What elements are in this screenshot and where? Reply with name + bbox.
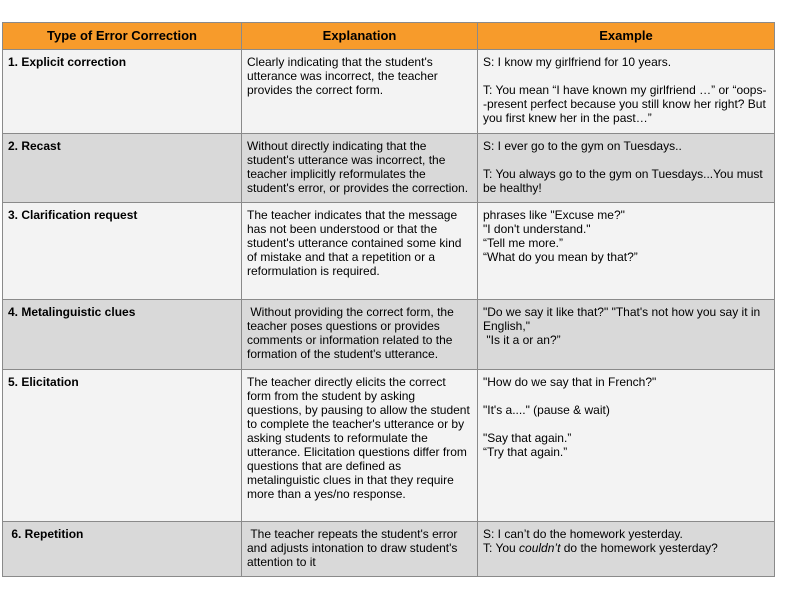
explanation-cell: Without directly indicating that the student's utterance was incorrect, the teacher implicitly reformulates the student's error, or provides the correction.	[242, 134, 478, 203]
example-line: T: You mean “I have known my girlfriend …” or “oops--present perfect because you still know her right? But you first knew her in the past…”	[483, 83, 767, 125]
example-line: S: I know my girlfriend for 10 years.	[483, 55, 672, 69]
table-row	[3, 134, 775, 203]
example-cell	[478, 50, 775, 134]
example-line: “Tell me more.”	[483, 236, 564, 250]
example-cell	[478, 370, 775, 522]
explanation-cell: The teacher repeats the student's error and adjusts intonation to draw student's attention to it	[242, 522, 478, 577]
type-cell: 1. Explicit correction	[3, 50, 242, 134]
type-cell: 6. Repetition	[3, 522, 242, 577]
example-line: "Say that again.”	[483, 431, 572, 445]
header-type: Type of Error Correction	[3, 23, 242, 50]
error-correction-table	[2, 22, 775, 577]
table-row	[3, 300, 775, 370]
example-cell	[478, 522, 775, 577]
header-explanation: Explanation	[242, 23, 478, 50]
type-cell: 3. Clarification request	[3, 203, 242, 300]
example-cell	[478, 203, 775, 300]
type-cell: 2. Recast	[3, 134, 242, 203]
explanation-cell: The teacher indicates that the message has not been understood or that the student's utterance contained some kind of mistake and that a repetition or a reformulation is required.	[242, 203, 478, 300]
table-row	[3, 522, 775, 577]
example-text: T: You	[483, 541, 520, 555]
example-line	[483, 541, 769, 555]
example-line: "It's a...." (pause & wait)	[483, 403, 610, 417]
type-cell: 5. Elicitation	[3, 370, 242, 522]
example-line: "How do we say that in French?"	[483, 375, 657, 389]
example-line: phrases like "Excuse me?"	[483, 208, 625, 222]
example-line: “What do you mean by that?”	[483, 250, 638, 264]
explanation-cell: Without providing the correct form, the teacher poses questions or provides comments or information related to the formation of the student's utterance.	[242, 300, 478, 370]
header-example: Example	[478, 23, 775, 50]
example-cell	[478, 134, 775, 203]
example-line: “Try that again.”	[483, 445, 568, 459]
example-line: "I don't understand."	[483, 222, 591, 236]
table-row	[3, 50, 775, 134]
example-text: do the homework yesterday?	[560, 541, 718, 555]
example-cell	[478, 300, 775, 370]
table-row	[3, 203, 775, 300]
table-row	[3, 370, 775, 522]
example-line: T: You always go to the gym on Tuesdays...You must be healthy!	[483, 167, 763, 195]
example-emphasis: couldn’t	[519, 541, 561, 555]
example-line: "Is it a or an?”	[483, 333, 561, 347]
header-row	[3, 23, 775, 50]
explanation-cell: Clearly indicating that the student's utterance was incorrect, the teacher provides the correct form.	[242, 50, 478, 134]
example-line: S: I can’t do the homework yesterday.	[483, 527, 683, 541]
example-line: S: I ever go to the gym on Tuesdays..	[483, 139, 682, 153]
example-line: "Do we say it like that?" "That's not how you say it in English,"	[483, 305, 761, 333]
explanation-cell: The teacher directly elicits the correct form from the student by asking questions, by pausing to allow the student to complete the teacher's utterance or by asking students to reformulate the utterance. Elicitation questions differ from questions that are defined as metalinguistic clues in that they require more than a yes/no response.	[242, 370, 478, 522]
type-cell: 4. Metalinguistic clues	[3, 300, 242, 370]
